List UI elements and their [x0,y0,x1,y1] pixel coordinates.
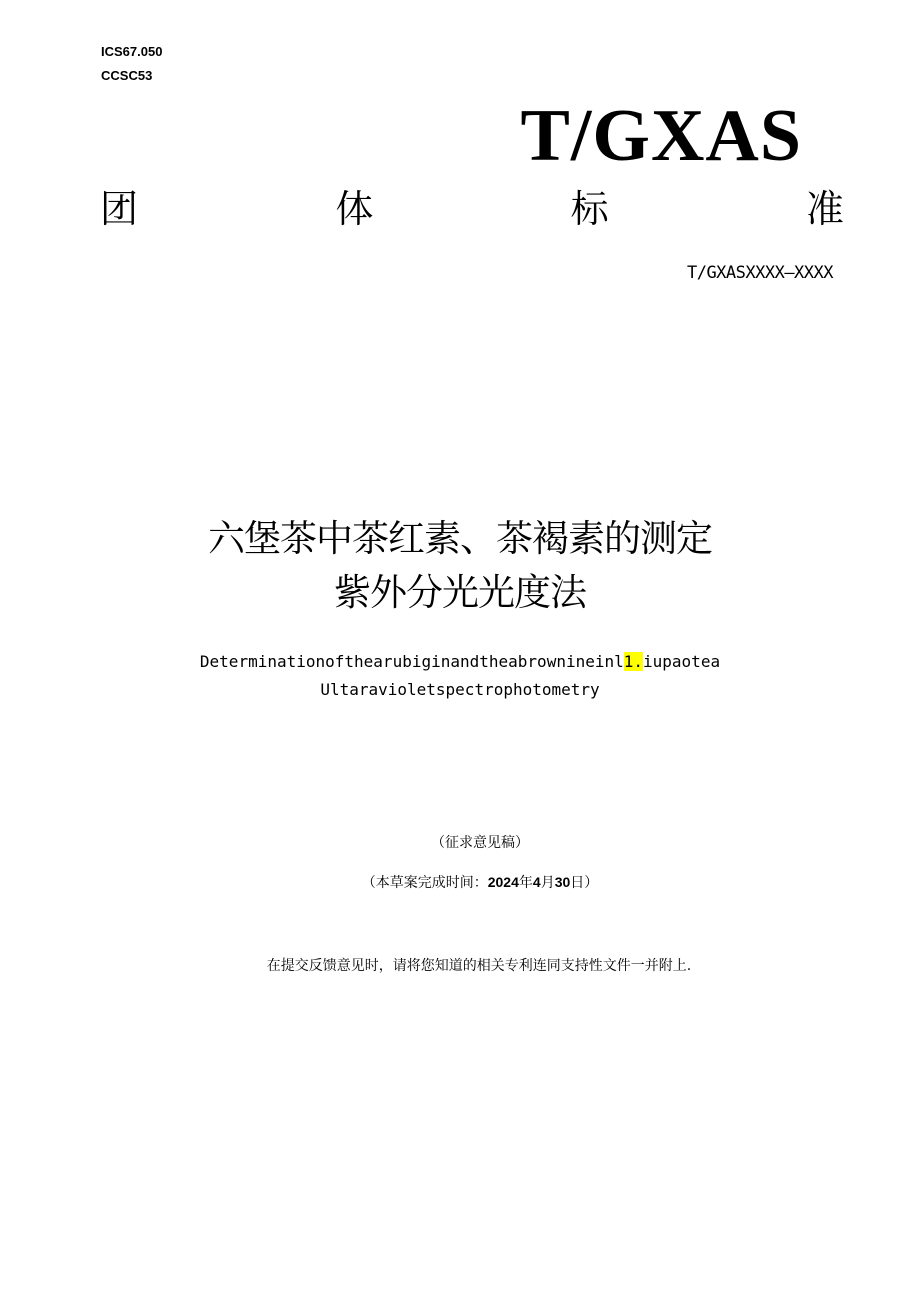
english-title-line-1-start: Determinationofthearubiginandtheabrownineinl [199,652,624,671]
completion-year: 2024 [487,874,519,890]
standard-type-char: 团 [100,187,139,231]
english-title-line-1-end: iupaotea [643,652,721,671]
highlighted-text: 1. [623,652,644,671]
completion-date [0,872,920,893]
ccs-code: CCSC53 [101,68,153,83]
standard-number: T/GXASXXXX—XXXX [686,263,833,283]
chinese-title-line-1: 六堡茶中茶红素、茶褐素的测定 [208,517,712,560]
english-title [0,648,920,704]
standard-type-heading [100,185,844,233]
completion-year-unit: 年 [518,875,533,891]
chinese-title-line-2: 紫外分光光度法 [334,571,586,614]
english-title-line-1 [0,648,920,676]
standard-type-char: 体 [335,187,374,231]
chinese-title [0,512,920,620]
ics-code: ICS67.050 [101,44,163,59]
completion-prefix: （本草案完成时间： [361,875,488,891]
standard-type-char: 标 [570,187,609,231]
draft-label: （征求意见稿） [431,835,529,851]
english-title-line-2: Ultaravioletspectrophotometry [320,680,600,699]
completion-month-unit: 月 [540,875,555,891]
standard-type-char: 准 [805,187,844,231]
patent-notice: 在提交反馈意见时，请将您知道的相关专利连同支持性文件一并附上. [266,958,692,974]
standard-brand: T/GXAS [520,95,802,177]
completion-day: 30 [554,874,571,890]
completion-day-unit: 日） [570,875,599,891]
completion-month: 4 [532,874,541,890]
